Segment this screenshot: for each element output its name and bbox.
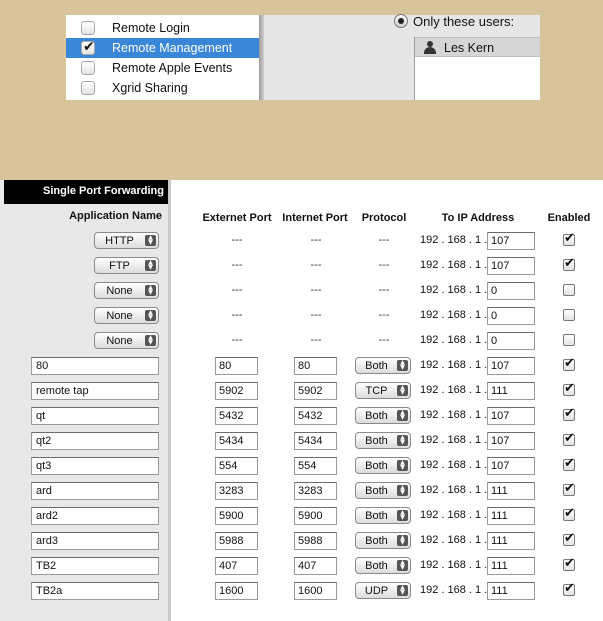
stepper-arrows-icon: ▲ ▼ (145, 335, 156, 346)
protocol-select-value: UDP (364, 585, 389, 597)
protocol-select-value: Both (365, 535, 388, 547)
application-select-value: HTTP (105, 235, 134, 247)
ip-last-octet-input[interactable]: 111 (487, 557, 535, 575)
table-row (0, 505, 603, 530)
external-port-input[interactable]: 407 (215, 557, 258, 575)
protocol-select[interactable] (355, 457, 411, 474)
protocol-select-value: TCP (365, 385, 388, 397)
header-to-ip-address: To IP Address (441, 212, 515, 224)
enabled-checkbox[interactable] (563, 556, 575, 571)
external-port-input[interactable]: 3283 (215, 482, 258, 500)
enabled-checkbox[interactable] (563, 531, 575, 546)
protocol-select[interactable] (355, 532, 411, 549)
ip-prefix: 192 . 168 . 1 . (420, 234, 488, 246)
enabled-checkbox[interactable] (563, 334, 575, 346)
ip-last-octet-input[interactable]: 111 (487, 482, 535, 500)
checkmark-icon: ✔ (564, 456, 575, 471)
header-enabled: Enabled (547, 212, 591, 224)
internet-port-empty: --- (310, 284, 322, 296)
application-name-input[interactable]: ard2 (31, 507, 159, 525)
checkmark-icon: ✔ (564, 256, 575, 271)
service-item[interactable] (66, 58, 260, 78)
protocol-empty: --- (378, 309, 390, 321)
application-name-input[interactable]: TB2 (31, 557, 159, 575)
external-port-empty: --- (231, 259, 243, 271)
service-item[interactable] (66, 78, 260, 98)
ip-prefix: 192 . 168 . 1 . (420, 459, 488, 471)
stepper-arrows-icon: ▲ ▼ (397, 410, 408, 421)
internet-port-input[interactable]: 5902 (294, 382, 337, 400)
stepper-arrows-icon: ▲ ▼ (397, 535, 408, 546)
ip-last-octet-input[interactable]: 111 (487, 532, 535, 550)
application-select[interactable] (94, 257, 159, 274)
protocol-select[interactable] (355, 432, 411, 449)
stepper-arrows-icon: ▲ ▼ (397, 385, 408, 396)
service-item[interactable] (66, 38, 260, 58)
external-port-input[interactable]: 5434 (215, 432, 258, 450)
table-row (0, 530, 603, 555)
external-port-input[interactable]: 5988 (215, 532, 258, 550)
internet-port-empty: --- (310, 259, 322, 271)
enabled-checkbox[interactable] (563, 506, 575, 521)
internet-port-input[interactable]: 5432 (294, 407, 337, 425)
internet-port-empty: --- (310, 234, 322, 246)
header-internet-port: Internet Port (282, 212, 348, 224)
services-list (66, 15, 262, 100)
table-row (0, 230, 603, 255)
checkmark-icon: ✔ (564, 406, 575, 421)
ip-last-octet-input[interactable]: 111 (487, 507, 535, 525)
internet-port-empty: --- (310, 334, 322, 346)
external-port-empty: --- (231, 334, 243, 346)
service-item[interactable] (66, 18, 260, 38)
internet-port-input[interactable]: 5900 (294, 507, 337, 525)
ip-last-octet-input[interactable]: 111 (487, 382, 535, 400)
enabled-checkbox[interactable] (563, 231, 575, 246)
external-port-input[interactable]: 1600 (215, 582, 258, 600)
ip-last-octet-input[interactable]: 107 (487, 457, 535, 475)
application-select-value: None (106, 335, 133, 347)
user-row[interactable] (415, 37, 540, 57)
enabled-checkbox[interactable] (563, 456, 575, 471)
internet-port-input[interactable]: 407 (294, 557, 337, 575)
internet-port-empty: --- (310, 309, 322, 321)
protocol-select-value: Both (365, 485, 388, 497)
table-row (0, 555, 603, 580)
header-application-name: Application Name (69, 210, 162, 222)
header-protocol: Protocol (361, 212, 407, 224)
user-icon (424, 41, 436, 54)
only-these-users-radio[interactable] (394, 14, 408, 28)
protocol-select[interactable] (355, 557, 411, 574)
service-label: Remote Apple Events (112, 61, 233, 75)
stepper-arrows-icon: ▲ ▼ (397, 360, 408, 371)
checkmark-icon: ✔ (564, 231, 575, 246)
ip-prefix: 192 . 168 . 1 . (420, 359, 488, 371)
application-name-input[interactable]: qt2 (31, 432, 159, 450)
internet-port-input[interactable]: 5434 (294, 432, 337, 450)
external-port-input[interactable]: 5432 (215, 407, 258, 425)
external-port-input[interactable]: 5900 (215, 507, 258, 525)
ip-prefix: 192 . 168 . 1 . (420, 409, 488, 421)
ip-last-octet-input[interactable]: 107 (487, 357, 535, 375)
protocol-select-value: Both (365, 410, 388, 422)
enabled-checkbox[interactable] (563, 309, 575, 321)
ip-prefix: 192 . 168 . 1 . (420, 384, 488, 396)
protocol-select[interactable] (355, 482, 411, 499)
table-row (0, 380, 603, 405)
enabled-checkbox[interactable] (563, 581, 575, 596)
enabled-checkbox[interactable] (563, 481, 575, 496)
table-row (0, 255, 603, 280)
stepper-arrows-icon: ▲ ▼ (145, 285, 156, 296)
ip-prefix: 192 . 168 . 1 . (420, 434, 488, 446)
ip-prefix: 192 . 168 . 1 . (420, 534, 488, 546)
internet-port-input[interactable]: 5988 (294, 532, 337, 550)
protocol-select-value: Both (365, 360, 388, 372)
external-port-empty: --- (231, 309, 243, 321)
application-select[interactable] (94, 282, 159, 299)
table-row (0, 455, 603, 480)
internet-port-input[interactable]: 554 (294, 457, 337, 475)
enabled-checkbox[interactable] (563, 284, 575, 296)
service-checkbox[interactable] (81, 81, 95, 95)
stepper-arrows-icon: ▲ ▼ (145, 310, 156, 321)
protocol-select[interactable] (355, 507, 411, 524)
application-name-input[interactable]: ard3 (31, 532, 159, 550)
stepper-arrows-icon: ▲ ▼ (397, 510, 408, 521)
stepper-arrows-icon: ▲ ▼ (145, 235, 156, 246)
service-label: Remote Management (112, 41, 233, 55)
enabled-checkbox[interactable] (563, 256, 575, 271)
application-name-input[interactable]: qt3 (31, 457, 159, 475)
protocol-empty: --- (378, 234, 390, 246)
service-checkbox[interactable] (81, 41, 95, 55)
table-row (0, 280, 603, 305)
internet-port-input[interactable]: 1600 (294, 582, 337, 600)
ip-prefix: 192 . 168 . 1 . (420, 559, 488, 571)
user-name: Les Kern (444, 41, 495, 55)
external-port-empty: --- (231, 284, 243, 296)
only-these-users-label: Only these users: (413, 14, 515, 29)
stepper-arrows-icon: ▲ ▼ (397, 435, 408, 446)
ip-prefix: 192 . 168 . 1 . (420, 509, 488, 521)
enabled-checkbox[interactable] (563, 431, 575, 446)
ip-last-octet-input[interactable]: 107 (487, 232, 535, 250)
protocol-select-value: Both (365, 560, 388, 572)
section-title: Single Port Forwarding (42, 185, 164, 197)
stepper-arrows-icon: ▲ ▼ (397, 585, 408, 596)
stepper-arrows-icon: ▲ ▼ (145, 260, 156, 271)
checkmark-icon: ✔ (564, 356, 575, 371)
ip-last-octet-input[interactable]: 111 (487, 582, 535, 600)
checkmark-icon: ✔ (564, 556, 575, 571)
ip-last-octet-input[interactable]: 107 (487, 432, 535, 450)
stepper-arrows-icon: ▲ ▼ (397, 485, 408, 496)
application-select[interactable] (94, 232, 159, 249)
internet-port-input[interactable]: 3283 (294, 482, 337, 500)
protocol-select-value: Both (365, 460, 388, 472)
checkmark-icon: ✔ (564, 481, 575, 496)
table-row (0, 405, 603, 430)
header-external-port: Externet Port (202, 212, 272, 224)
application-name-input[interactable]: remote tap (31, 382, 159, 400)
ip-last-octet-input[interactable]: 0 (487, 282, 535, 300)
protocol-select-value: Both (365, 435, 388, 447)
protocol-select[interactable] (355, 582, 411, 599)
application-name-input[interactable]: 80 (31, 357, 159, 375)
application-select[interactable] (94, 332, 159, 349)
checkmark-icon: ✔ (564, 381, 575, 396)
checkmark-icon: ✔ (564, 431, 575, 446)
ip-prefix: 192 . 168 . 1 . (420, 284, 488, 296)
external-port-input[interactable]: 5902 (215, 382, 258, 400)
table-row (0, 430, 603, 455)
table-row (0, 580, 603, 605)
checkmark-icon: ✔ (564, 531, 575, 546)
application-select-value: FTP (109, 260, 130, 272)
service-checkbox[interactable] (81, 61, 95, 75)
ip-prefix: 192 . 168 . 1 . (420, 259, 488, 271)
ip-last-octet-input[interactable]: 0 (487, 332, 535, 350)
protocol-select-value: Both (365, 510, 388, 522)
external-port-input[interactable]: 80 (215, 357, 258, 375)
enabled-checkbox[interactable] (563, 381, 575, 396)
service-checkbox[interactable] (81, 21, 95, 35)
external-port-empty: --- (231, 234, 243, 246)
table-row (0, 480, 603, 505)
ip-last-octet-input[interactable]: 0 (487, 307, 535, 325)
checkmark-icon: ✔ (564, 581, 575, 596)
application-select[interactable] (94, 307, 159, 324)
service-label: Remote Login (112, 21, 190, 35)
radio-dot-icon (398, 18, 404, 24)
ip-prefix: 192 . 168 . 1 . (420, 584, 488, 596)
port-forwarding-panel (0, 180, 603, 621)
stepper-arrows-icon: ▲ ▼ (397, 460, 408, 471)
protocol-select[interactable] (355, 357, 411, 374)
ip-prefix: 192 . 168 . 1 . (420, 309, 488, 321)
protocol-empty: --- (378, 284, 390, 296)
checkmark-icon: ✔ (83, 39, 95, 55)
application-select-value: None (106, 310, 133, 322)
enabled-checkbox[interactable] (563, 406, 575, 421)
application-name-input[interactable]: qt (31, 407, 159, 425)
service-label: Xgrid Sharing (112, 81, 188, 95)
external-port-input[interactable]: 554 (215, 457, 258, 475)
application-select-value: None (106, 285, 133, 297)
application-name-input[interactable]: TB2a (31, 582, 159, 600)
ip-prefix: 192 . 168 . 1 . (420, 484, 488, 496)
sidebar-section-header (4, 180, 168, 204)
protocol-select[interactable] (355, 382, 411, 399)
users-list (414, 37, 540, 100)
ip-prefix: 192 . 168 . 1 . (420, 334, 488, 346)
table-row (0, 330, 603, 355)
stepper-arrows-icon: ▲ ▼ (397, 560, 408, 571)
ip-last-octet-input[interactable]: 107 (487, 257, 535, 275)
enabled-checkbox[interactable] (563, 356, 575, 371)
protocol-empty: --- (378, 259, 390, 271)
protocol-empty: --- (378, 334, 390, 346)
application-name-input[interactable]: ard (31, 482, 159, 500)
ip-last-octet-input[interactable]: 107 (487, 407, 535, 425)
checkmark-icon: ✔ (564, 506, 575, 521)
table-row (0, 355, 603, 380)
table-row (0, 305, 603, 330)
internet-port-input[interactable]: 80 (294, 357, 337, 375)
protocol-select[interactable] (355, 407, 411, 424)
